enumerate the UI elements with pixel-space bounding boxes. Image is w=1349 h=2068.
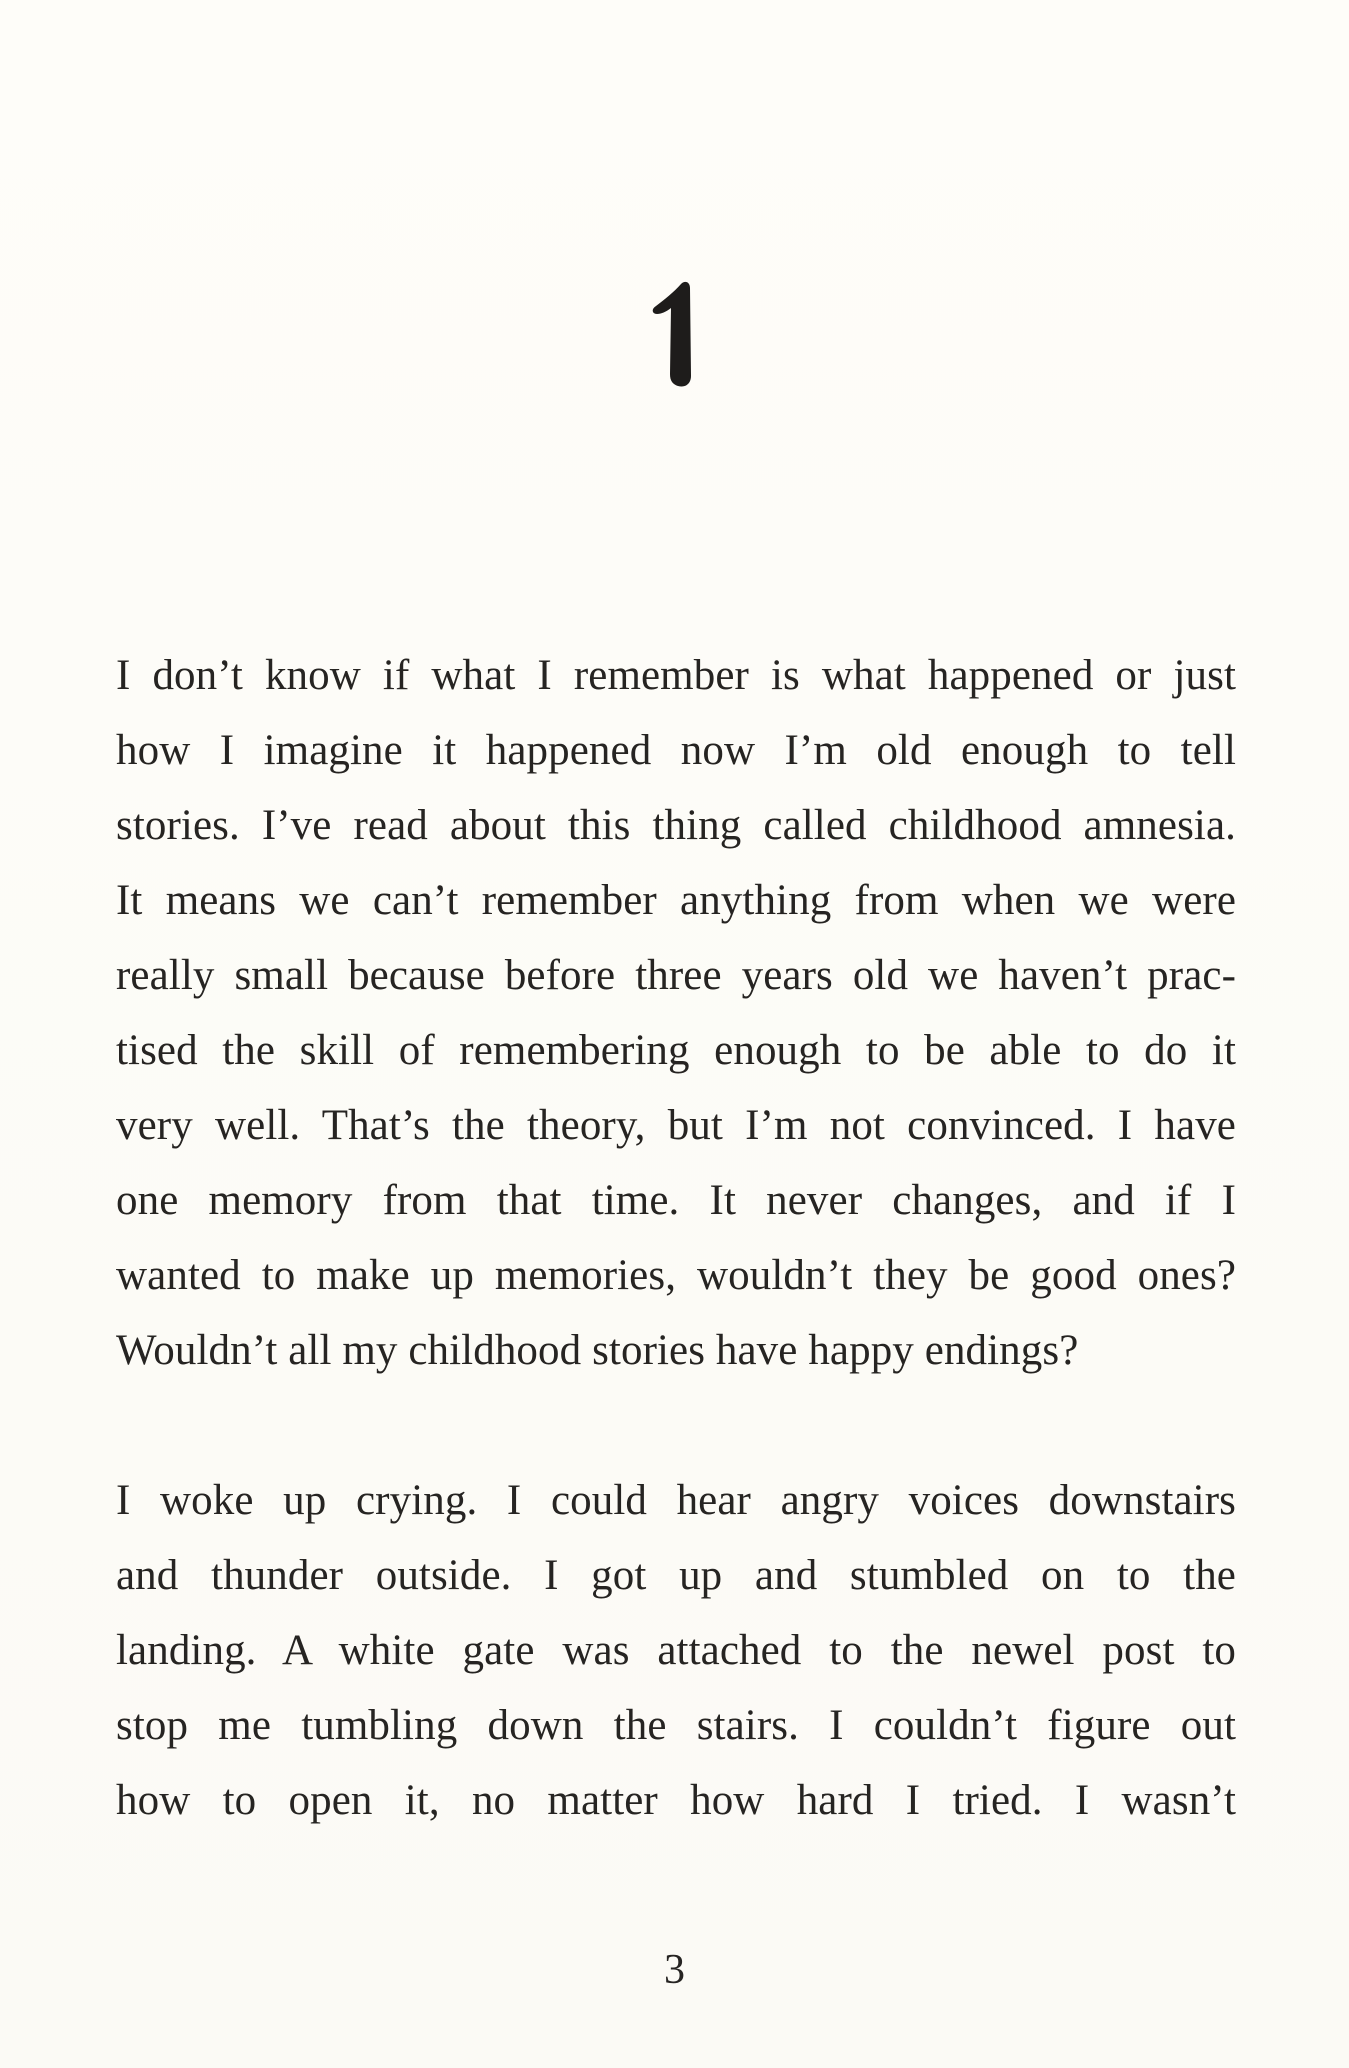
text-line: wanted to make up memories, wouldn’t they be good ones? [116,1252,1236,1299]
paragraph-2 [116,1463,1236,1838]
text-line: how I imagine it happened now I’m old enough to tell [116,727,1236,774]
page-number: 3 [664,1947,685,1993]
text-line: I woke up crying. I could hear angry voices downstairs [116,1477,1236,1524]
chapter-number-glyph [650,280,700,390]
text-line: I don’t know if what I remember is what happened or just [116,652,1236,699]
text-line: very well. That’s the theory, but I’m not convinced. I have [116,1102,1236,1149]
text-line: tised the skill of remembering enough to be able to do it [116,1027,1236,1074]
text-line: one memory from that time. It never changes, and if I [116,1177,1236,1224]
text-line: and thunder outside. I got up and stumbled on to the [116,1552,1236,1599]
text-line: how to open it, no matter how hard I tried. I wasn’t [116,1777,1236,1824]
text-line: Wouldn’t all my childhood stories have happy endings? [116,1327,1079,1374]
text-line: stories. I’ve read about this thing called childhood amnesia. [116,802,1236,849]
text-line: landing. A white gate was attached to the newel post to [116,1627,1236,1674]
text-line: really small because before three years old we haven’t prac- [116,952,1236,999]
chapter-number [0,280,1349,398]
paragraph-1 [116,638,1236,1388]
text-line: stop me tumbling down the stairs. I couldn’t figure out [116,1702,1236,1749]
text-line: It means we can’t remember anything from when we were [116,877,1236,924]
